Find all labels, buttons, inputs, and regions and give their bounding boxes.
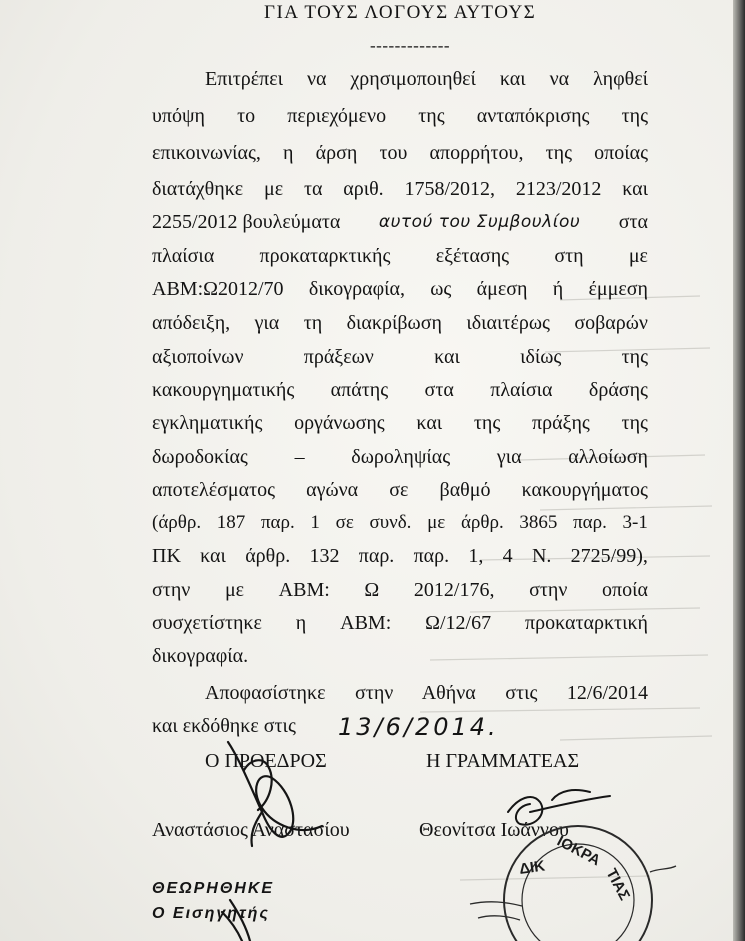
word: 2012/176, [413, 579, 495, 601]
heading-separator: ------------- [370, 36, 451, 55]
secretary-name: Θεονίτσα Ιωάννου [419, 819, 569, 841]
body-line-2: υπόψη το περιεχόμενο της ανταπόκρισης της [152, 105, 648, 127]
word: παρ. [413, 545, 450, 567]
body-line-3: επικοινωνίας, η άρση του απορρήτου, της οποίας [152, 142, 648, 164]
word: προκαταρκτικής [259, 245, 391, 267]
word: 3-1 [622, 512, 648, 533]
president-name: Αναστάσιος Αναστασίου [152, 819, 350, 841]
word: ιδίως [520, 346, 562, 368]
issued-line: και εκδόθηκε στις [152, 715, 296, 737]
word: Ω [364, 579, 380, 601]
decision-date-line: Αποφασίστηκε στην Αθήνα στις 12/6/2014 [205, 682, 648, 704]
word: 1, [468, 545, 484, 567]
word: και [434, 346, 460, 368]
word: κακουργήματος [521, 479, 648, 501]
secretary-signature [508, 790, 610, 825]
word: για [254, 312, 280, 334]
word: στην [152, 579, 191, 601]
word: δωροληψίας [351, 446, 451, 468]
word: αξιοποίνων [152, 346, 244, 368]
word: απόδειξη, [152, 312, 231, 334]
word: δράσης [588, 379, 648, 401]
word: ή [552, 278, 564, 300]
word: ως [430, 278, 452, 300]
word: εξέτασης [435, 245, 510, 267]
word: σε [335, 512, 354, 533]
stamp-scribble [470, 866, 676, 920]
word: άρθρ. [460, 512, 504, 533]
word: απάτης [330, 379, 389, 401]
word: με [427, 512, 446, 533]
word: συσχετίστηκε [152, 612, 262, 634]
word: διακρίβωση [346, 312, 442, 334]
word: δικογραφία, [308, 278, 405, 300]
seal-lettering [518, 833, 633, 904]
handwritten-insertion: αυτού του Συμβουλίου [378, 212, 581, 232]
word: και [200, 545, 226, 567]
word: κακουργηματικής [152, 379, 295, 401]
rapporteur-stamp-label: Ο Εισηγητής [152, 905, 270, 922]
word: στα [424, 379, 454, 401]
secretary-title: Η ΓΡΑΜΜΑΤΕΑΣ [426, 750, 580, 772]
word: πράξεων [303, 346, 374, 368]
word: ΑΒΜ: [278, 579, 330, 601]
body-line-5-end: στα [618, 211, 648, 233]
word: παρ. [358, 545, 395, 567]
word: στην [529, 579, 568, 601]
section-heading: ΓΙΑ ΤΟΥΣ ΛΟΓΟΥΣ ΑΥΤΟΥΣ [264, 2, 537, 23]
word: της [621, 412, 648, 434]
word: ΑΒΜ: [340, 612, 392, 634]
word: 4 [502, 545, 513, 567]
word: με [224, 579, 245, 601]
word: πράξης [531, 412, 590, 434]
svg-text:ΙΟΚΡΑ: ΙΟΚΡΑ [554, 832, 604, 870]
word: η [295, 612, 307, 634]
word: τη [303, 312, 323, 334]
word: εγκληματικής [152, 412, 263, 434]
word: με [628, 245, 648, 267]
word: – [294, 446, 305, 468]
word: αποτελέσματος [152, 479, 276, 501]
word: συνδ. [369, 512, 412, 533]
handwritten-issue-date: 13/6/2014. [338, 713, 499, 741]
word: της [473, 412, 501, 434]
word: οργάνωσης [294, 412, 385, 434]
word: στη [554, 245, 584, 267]
word: για [496, 446, 522, 468]
word: άρθρ. [245, 545, 291, 567]
word: έμμεση [588, 278, 648, 300]
word: πλαίσια [490, 379, 553, 401]
body-line-1: Επιτρέπει να χρησιμοποιηθεί και να ληφθεί [205, 68, 648, 90]
word: ΠΚ [152, 545, 181, 567]
president-title: Ο ΠΡΟΕΔΡΟΣ [205, 750, 327, 772]
word: της [621, 346, 648, 368]
word: ΑΒΜ:Ω2012/70 [152, 278, 284, 300]
word: και [416, 412, 443, 434]
svg-text:ΤΙΑΣ: ΤΙΑΣ [602, 865, 634, 904]
viewed-stamp-label: ΘΕΩΡΗΘΗΚΕ [152, 880, 275, 897]
word: 1 [310, 512, 320, 533]
word: δωροδοκίας [152, 446, 248, 468]
word: πλαίσια [152, 245, 215, 267]
word: 132 [309, 545, 340, 567]
word: παρ. [573, 512, 607, 533]
word: ιδιαιτέρως [466, 312, 550, 334]
scan-edge-shadow [733, 0, 745, 941]
word: 3865 [519, 512, 558, 533]
word: 2725/99), [570, 545, 648, 567]
body-line-5-start: 2255/2012 βουλεύματα [152, 211, 341, 233]
word: σοβαρών [574, 312, 648, 334]
word: οποία [602, 579, 648, 601]
word: Ω/12/67 [425, 612, 492, 634]
word: προκαταρκτική [525, 612, 648, 634]
word: σε [389, 479, 409, 501]
word: βαθμό [439, 479, 491, 501]
word: άμεση [476, 278, 528, 300]
word: (άρθρ. [152, 512, 202, 533]
body-line-4: διατάχθηκε με τα αριθ. 1758/2012, 2123/2012 και [152, 178, 648, 200]
word: 187 [216, 512, 246, 533]
body-line-18: δικογραφία. [152, 645, 249, 667]
word: παρ. [260, 512, 295, 533]
svg-text:ΔΙΚ: ΔΙΚ [518, 857, 547, 878]
word: Ν. [531, 545, 552, 567]
word: αλλοίωση [568, 446, 648, 468]
word: αγώνα [306, 479, 359, 501]
